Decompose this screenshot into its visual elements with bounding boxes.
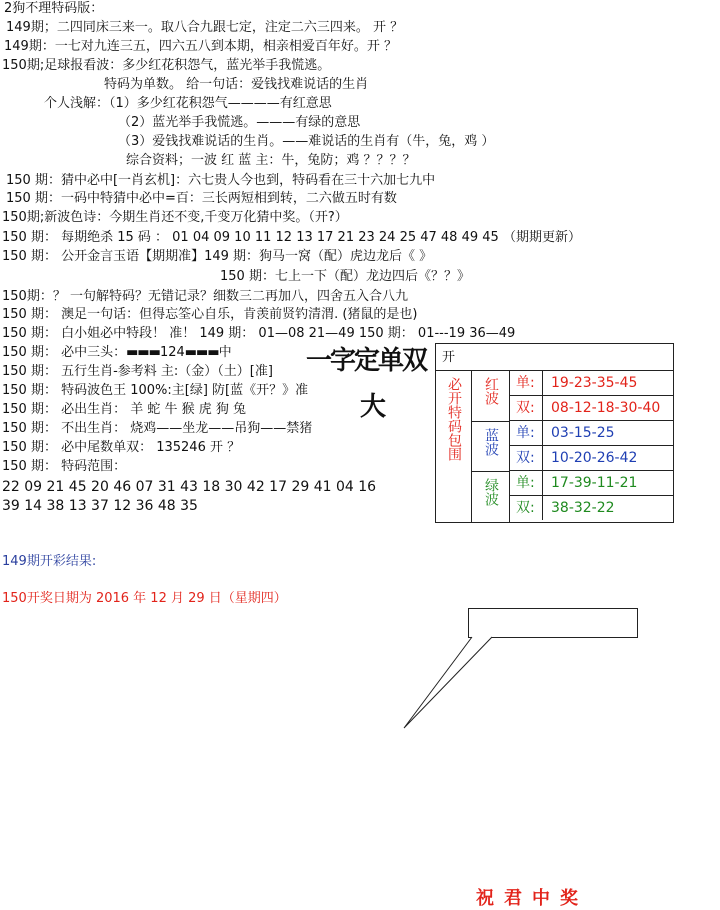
line-wave-poem: 150期;新波色诗：今期生肖还不变,千变万化猜中奖。（开?）: [2, 210, 348, 225]
line-buchu: 150 期： 不出生肖： 烧鸡——坐龙——吊狗——禁猪: [2, 421, 313, 436]
wave-table: [435, 343, 674, 523]
callout-tail: [400, 636, 500, 732]
line-bosewang: 150 期： 特码波色王 100%:主[绿] 防[蓝《开？》准: [2, 383, 309, 398]
line-yijujie: 150期：？ 一句解特码？无错记录？细数三二再加八，四舍五入合八九: [2, 289, 408, 304]
big-danshuang-text: 一字定单双: [306, 346, 427, 376]
santou-digits: 124: [159, 345, 185, 360]
line-santou: [2, 344, 232, 362]
line-fanwei: 150 期： 特码范围：: [2, 459, 127, 474]
line-149-b: 149期：一七对九连三五，四六五八到本期，相亲相爱百年好。开 ？: [4, 39, 397, 54]
row-label: 双:: [516, 396, 543, 420]
line-jinyan: 150 期： 公开金言玉语【期期准】149 期：狗马一窝（配）虎边龙后《 》: [2, 249, 433, 264]
bar-glyph-left: ▬▬▬: [126, 345, 160, 360]
result-149-label: 149期开彩结果:: [2, 554, 97, 569]
red-double-row: [510, 396, 673, 421]
line-range-2: 39 14 38 13 37 12 36 48 35: [2, 498, 198, 514]
row-label: 双:: [516, 446, 543, 470]
line-baixiaojie: 150 期： 白小姐必中特段！ 准！ 149 期： 01—08 21—49 150 期： 01---19 36—49: [2, 326, 516, 341]
row-label: 单:: [516, 421, 543, 445]
line-qishang: 150 期：七上一下（配）龙边四后《？？》: [220, 269, 470, 284]
line-kill-15: 150 期： 每期绝杀 15 码 ： 01 04 09 10 11 12 13 17 21 23 24 25 47 48 49 45 （期期更新）: [2, 230, 581, 245]
line-range-1: 22 09 21 45 20 46 07 31 43 18 30 42 17 29 41 04 16: [2, 479, 377, 495]
line-analysis-2: （2）蓝光举手我慌逃。———有绿的意思: [118, 115, 361, 130]
green-double-row: [510, 496, 673, 522]
wave-table-vertical-label: [436, 371, 472, 522]
red-single-row: [510, 371, 673, 396]
santou-label: 150 期： 必中三头：: [2, 345, 127, 360]
line-analysis-1: 个人浅解：（1）多少红花积怨气————有红意思: [44, 96, 332, 111]
line-analysis-3: （3）爱钱找难说话的生肖。——难说话的生肖有（牛，兔，鸡 ）: [118, 134, 495, 149]
green-single-row: [510, 471, 673, 496]
row-label: 双:: [516, 496, 543, 520]
row-numbers: 38-32-22: [551, 500, 615, 516]
line-xuanji: 150 期：猜中必中[一肖玄机]：六七贵人今也到，特码看在三十六加七九中: [6, 173, 436, 188]
wave-green-name: 绿波: [483, 478, 499, 506]
line-summary: 综合资料；一波 红 蓝 主：牛，兔防；鸡 ？？？？: [126, 153, 416, 168]
wave-red-cell: [472, 371, 510, 421]
blue-single-row: [510, 421, 673, 446]
line-aozu: 150 期： 澳足一句话：但得忘筌心自乐，肯羡前贤钓清渭. (猪鼠的是也): [2, 307, 418, 322]
line-weishu: 150 期： 必中尾数单双： 135246 开 ？: [2, 440, 241, 455]
row-label: 单:: [516, 371, 543, 395]
santou-end: 中: [218, 345, 232, 360]
blue-double-row: [510, 446, 673, 471]
row-numbers: 03-15-25: [551, 425, 615, 441]
good-luck-footer: 祝君中奖: [476, 888, 588, 909]
row-numbers: 17-39-11-21: [551, 475, 638, 491]
big-da-text: 大: [360, 392, 385, 422]
row-numbers: 19-23-35-45: [551, 375, 638, 391]
bar-glyph-right: ▬▬▬: [184, 345, 219, 360]
row-numbers: 08-12-18-30-40: [551, 400, 661, 416]
line-single: 特码为单数。 给一句话：爱钱找难说话的生肖: [104, 77, 369, 92]
row-numbers: 10-20-26-42: [551, 450, 638, 466]
page-title: 2狗不理特码版：: [4, 1, 104, 16]
vertical-text: 必开特码包围: [446, 377, 462, 461]
wave-red-name: 红波: [483, 377, 499, 405]
wave-blue-name: 蓝波: [483, 428, 499, 456]
row-label: 单:: [516, 471, 543, 495]
line-football: 150期;足球报看波：多少红花积怨气，蓝光举手我慌逃。: [2, 58, 331, 73]
wave-green-cell: [472, 471, 510, 522]
line-wuxing: 150 期： 五行生肖-参考料 主:（金）（土）[准]: [2, 364, 273, 379]
draw-date-150: 150开奖日期为 2016 年 12 月 29 日（星期四）: [2, 591, 287, 606]
line-bichu: 150 期： 必出生肖： 羊 蛇 牛 猴 虎 狗 兔: [2, 402, 247, 417]
empty-callout-box: [468, 608, 638, 638]
line-149-a: 149期；二四同床三来一。取八合九跟七定，注定二六三四来。 开 ？: [6, 20, 404, 35]
wave-blue-cell: [472, 421, 510, 471]
line-yima: 150 期：一码中特猜中必中=百：三长两短相到转，二六做五时有数: [6, 191, 397, 206]
wave-table-header: 开: [436, 344, 673, 371]
